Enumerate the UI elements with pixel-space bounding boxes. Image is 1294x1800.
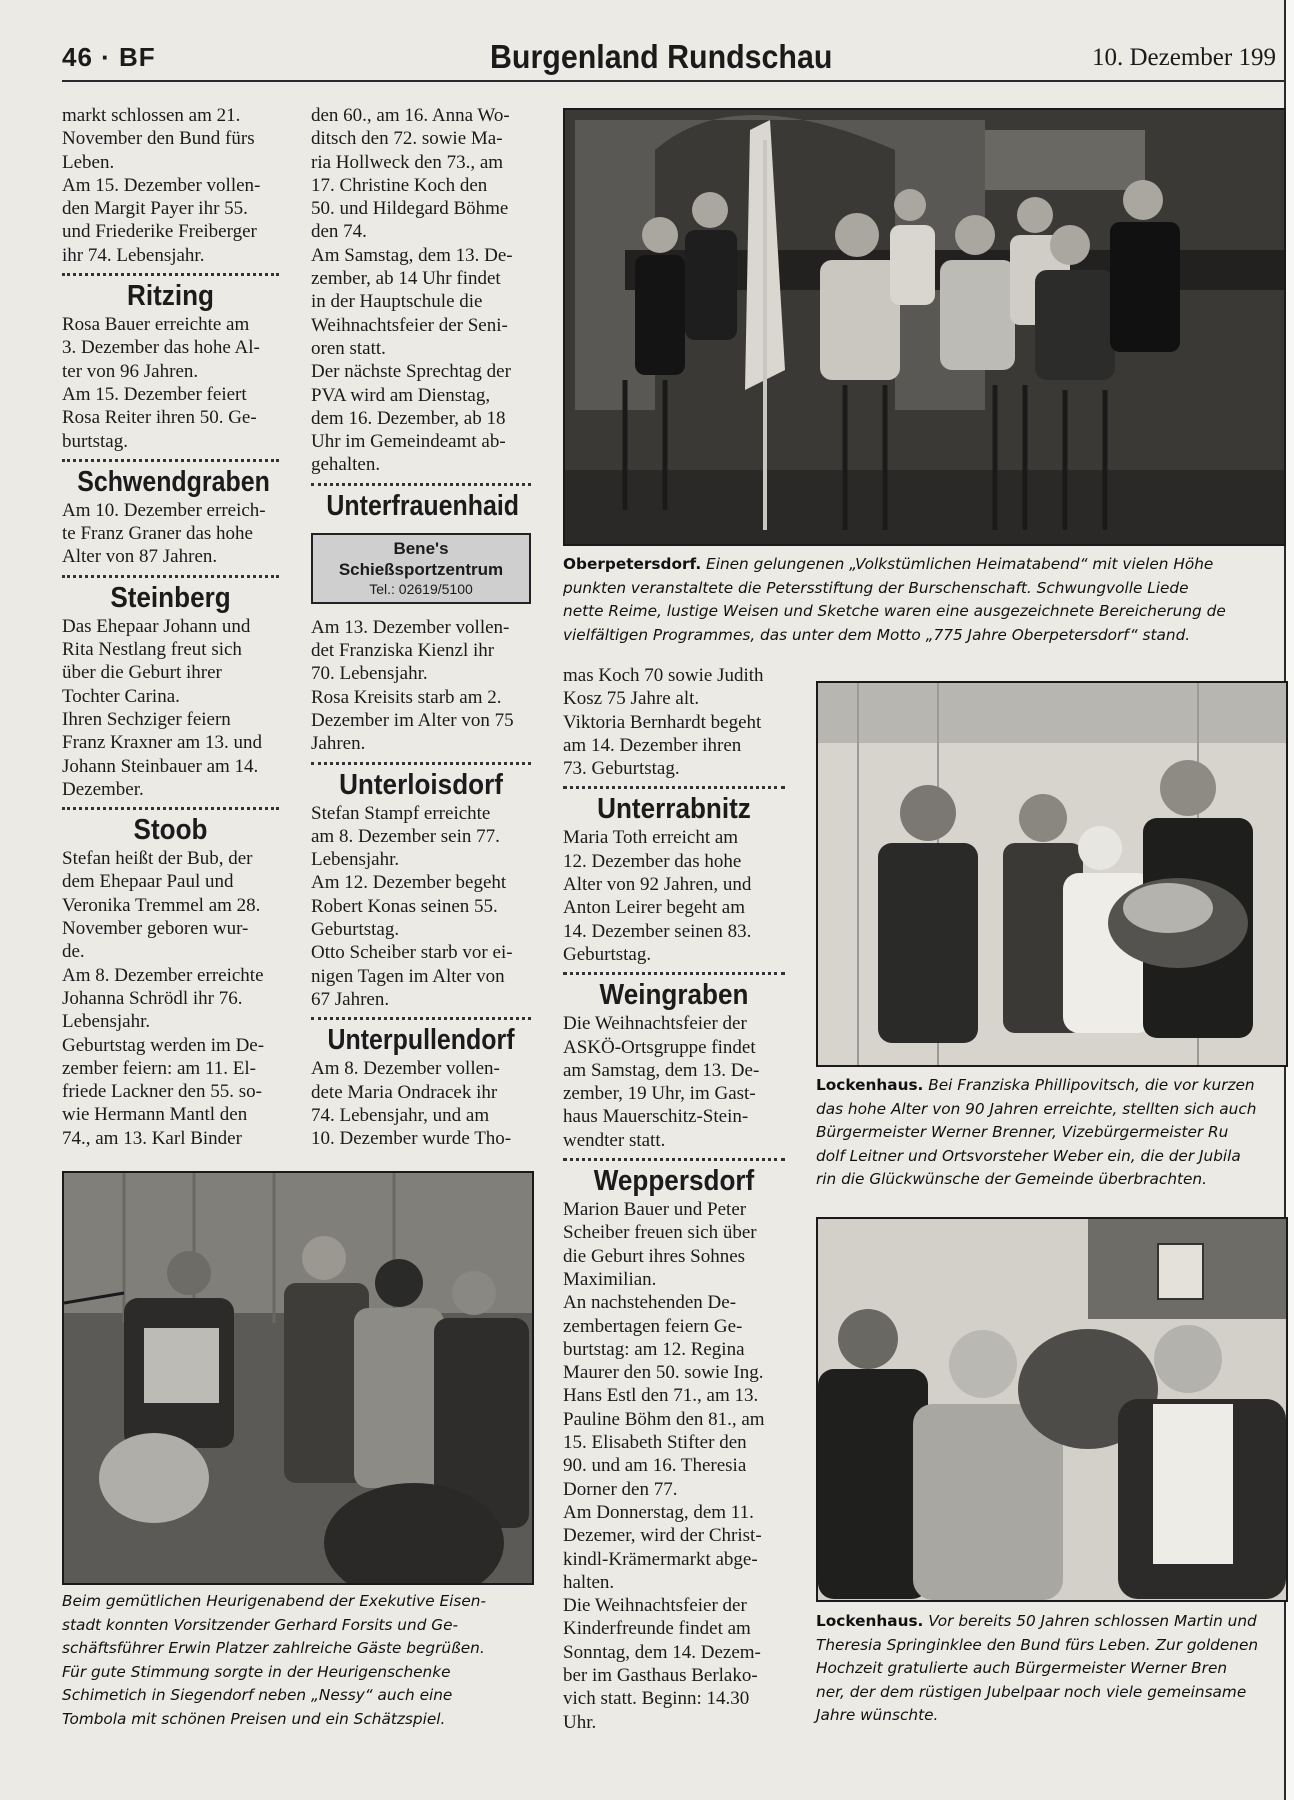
divider <box>311 762 531 765</box>
heading-weingraben: Weingraben <box>599 979 749 1012</box>
column-2 <box>311 104 531 1150</box>
caption-lockenhaus-1 <box>816 1074 1286 1192</box>
unterrabnitz-text: Maria Toth erreicht am 12. Dezember das hohe Alter von 92 Jahren, und Anton Leirer begeht am 14. Dezember seinen 83. Geburtstag. <box>563 827 752 965</box>
caption-heurigenabend <box>62 1590 532 1731</box>
heading-schwendgraben: Schwendgraben <box>77 465 270 498</box>
page-number-section: 46 · BF <box>62 42 156 72</box>
divider <box>311 483 531 486</box>
unterpullendorf-text: Am 8. Dezember vollen- dete Maria Ondracek ihr 74. Lebensjahr, und am 10. Dezember wurde Tho- <box>311 1058 512 1150</box>
heading-unterpullendorf: Unterpullendorf <box>327 1024 515 1057</box>
steinberg-text: Das Ehepaar Johann und Rita Nestlang freut sich über die Geburt ihrer Tochter Carina. Ihren Sechziger feiern Franz Kraxner am 13. und Johann Steinbauer am 14. Dezember. <box>62 615 262 800</box>
heading-unterloisdorf: Unterloisdorf <box>339 768 503 801</box>
issue-date: 10. Dezember 199 <box>1092 44 1276 71</box>
caption-oberpetersdorf <box>563 553 1283 647</box>
caption-place: Lockenhaus. <box>816 1612 924 1630</box>
schwendgraben-text: Am 10. Dezember erreich- te Franz Graner das hohe Alter von 87 Jahren. <box>62 499 266 568</box>
ad-phone: Tel.: 02619/5100 <box>369 580 473 597</box>
photo-lockenhaus-jubilarin <box>816 681 1288 1067</box>
divider <box>62 575 279 578</box>
col3-intro: mas Koch 70 sowie Judith Kosz 75 Jahre alt. Viktoria Bernhardt begeht am 14. Dezember ihren 73. Geburtstag. <box>563 665 764 780</box>
heading-stoob: Stoob <box>133 814 208 847</box>
ad-line-1: Bene's <box>393 538 449 558</box>
photo-heurigenabend <box>62 1171 534 1585</box>
caption-place: Lockenhaus. <box>816 1076 924 1094</box>
stoob-text: Stefan heißt der Bub, der dem Ehepaar Paul und Veronika Tremmel am 28. November geboren wur- de. Am 8. Dezember erreichte Johanna Schrödl ihr 76. Lebensjahr. Geburtstag werden im De- zember feiern: am 11. El- friede Lackner den 55. so- wie Hermann Mantl den 74., am 13. Karl Binder <box>62 848 265 1149</box>
ad-line-2: Schießsportzentrum <box>338 559 504 579</box>
heading-unterfrauenhaid: Unterfrauenhaid <box>326 489 520 522</box>
caption-place: Oberpetersdorf. <box>563 555 702 573</box>
caption-body: Vor bereits 50 Jahren schlossen Martin und Theresia Springinklee den Bund fürs Leben. Zur goldenen Hochzeit gratulierte auch Bürgermeister Werner Bren ner, der dem rüstigen Jubelpaar noch viele gemeinsame Jahre wünschte. <box>816 1612 1259 1724</box>
divider <box>563 1158 785 1161</box>
caption-lockenhaus-2 <box>816 1610 1286 1728</box>
heading-unterrabnitz: Unterrabnitz <box>597 793 751 826</box>
caption-body: Beim gemütlichen Heurigenabend der Exekutive Eisen- stadt konnten Vorsitzender Gerhard Forsits und Ge- schäftsführer Erwin Platzer zahlreiche Gäste begrüßen. Für gute Stimmung sorgte in der Heurigenschenke Schimetich in Siegendorf neben „Nessy“ auch eine Tombola mit schönen Preisen und ein Schätzspiel. <box>62 1592 486 1728</box>
divider <box>563 786 785 789</box>
divider <box>62 273 279 276</box>
photo-lockenhaus-goldene-hochzeit <box>816 1217 1288 1602</box>
weingraben-text: Die Weihnachtsfeier der ASKÖ-Ortsgruppe findet am Samstag, dem 13. De- zember, 19 Uhr, im Gast- haus Mauerschitz-Stein- wendter statt. <box>563 1013 760 1151</box>
divider <box>311 1017 531 1020</box>
advertisement-box <box>311 533 531 604</box>
unterloisdorf-text: Stefan Stampf erreichte am 8. Dezember sein 77. Lebensjahr. Am 12. Dezember begeht Robert Konas seinen 55. Geburtstag. Otto Scheiber starb vor ei- nigen Tagen im Alter von 67 Jahren. <box>311 802 513 1010</box>
column-1 <box>62 104 279 1150</box>
heading-weppersdorf: Weppersdorf <box>593 1165 755 1198</box>
heading-steinberg: Steinberg <box>110 581 231 614</box>
photo-oberpetersdorf <box>563 108 1286 546</box>
heading-ritzing: Ritzing <box>127 280 214 313</box>
divider <box>62 459 279 462</box>
ritzing-text: Rosa Bauer erreichte am 3. Dezember das hohe Al- ter von 96 Jahren. Am 15. Dezember feiert Rosa Reiter ihren 50. Ge- burtstag. <box>62 314 260 452</box>
unterfrauenhaid-text: Am 13. Dezember vollen- det Franziska Kienzl ihr 70. Lebensjahr. Rosa Kreisits starb am 2. Dezember im Alter von 75 Jahren. <box>311 616 514 755</box>
col1-intro: markt schlossen am 21. November den Bund fürs Leben. Am 15. Dezember vollen- den Margit Payer ihr 55. und Friederike Freiberger ihr 74. Lebensjahr. <box>62 105 261 266</box>
caption-body: Bei Franziska Phillipovitsch, die vor kurzen das hohe Alter von 90 Jahren erreichte, stellten sich auch Bürgermeister Werner Brenner, Vizebürgermeister Ru dolf Leitner und Ortsvorsteher Weber ein, die der Jubila rin die Glückwünsche der Gemeinde überbrachten. <box>816 1076 1257 1188</box>
header-rule <box>62 80 1284 82</box>
newspaper-title: Burgenland Rundschau <box>490 38 833 75</box>
column-3 <box>563 664 785 1734</box>
weppersdorf-text: Marion Bauer und Peter Scheiber freuen sich über die Geburt ihres Sohnes Maximilian. An nachstehenden De- zembertagen feiern Ge- burtstag: am 12. Regina Maurer den 50. sowie Ing. Hans Estl den 71., am 13. Pauline Böhm den 81., am 15. Elisabeth Stifter den 90. und am 16. Theresia Dorner den 77. Am Donnerstag, dem 11. Dezemer, wird der Christ- kindl-Krämermarkt abge- halten. Die Weihnachtsfeier der Kinderfreunde findet am Sonntag, dem 14. Dezem- ber im Gasthaus Berlako- vich statt. Beginn: 14.30 Uhr. <box>563 1199 765 1733</box>
caption-body: Einen gelungenen „Volkstümlichen Heimatabend“ mit vielen Höhe punkten veranstaltete die Petersstiftung der Burschenschaft. Schwungvolle Liede nette Reime, lustige Weisen und Sketche waren eine ausgezeichnete Bereicherung de vielfältigen Programmes, das unter dem Motto „775 Jahre Oberpetersdorf“ stand. <box>563 555 1226 644</box>
col2-intro: den 60., am 16. Anna Wo- ditsch den 72. sowie Ma- ria Hollweck den 73., am 17. Christine Koch den 50. und Hildegard Böhme den 74. Am Samstag, dem 13. De- zember, ab 14 Uhr findet in der Hauptschule die Weihnachtsfeier der Seni- oren statt. Der nächste Sprechtag der PVA wird am Dienstag, dem 16. Dezember, ab 18 Uhr im Gemeindeamt ab- gehalten. <box>311 105 513 476</box>
divider <box>563 972 785 975</box>
divider <box>62 807 279 810</box>
